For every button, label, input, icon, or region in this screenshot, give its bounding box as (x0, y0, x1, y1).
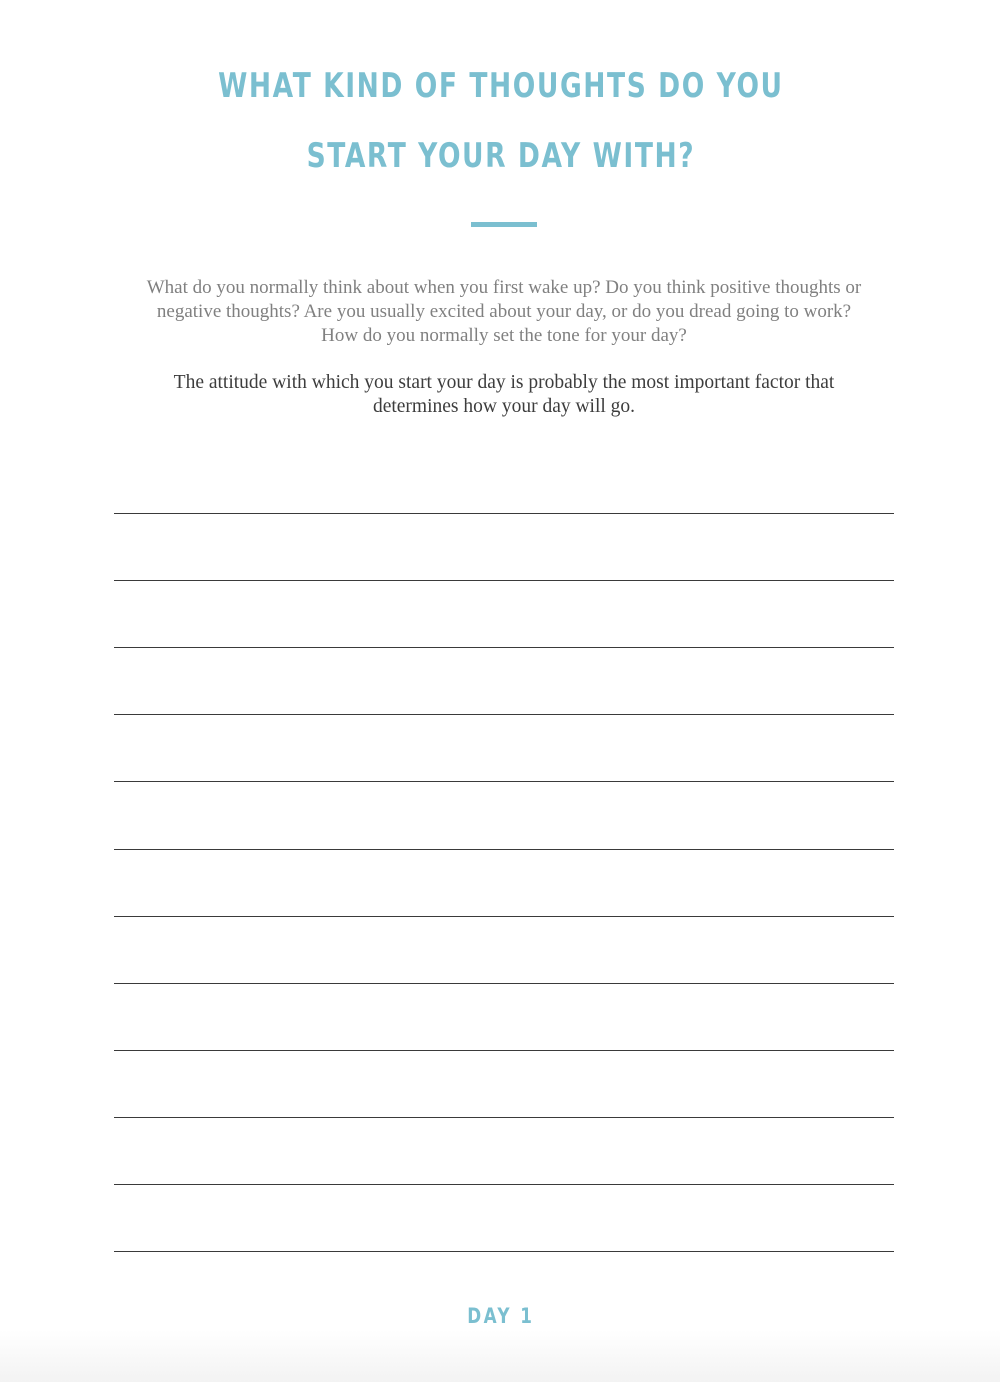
emphasis-line: determines how your day will go. (372, 396, 636, 417)
writing-line[interactable] (114, 1184, 894, 1185)
writing-line[interactable] (114, 781, 894, 782)
page-title-line-2: START YOUR DAY WITH? (306, 136, 696, 176)
writing-line[interactable] (114, 647, 894, 648)
writing-line[interactable] (114, 1050, 894, 1051)
writing-line[interactable] (114, 1117, 894, 1118)
page-title-line-1: WHAT KIND OF THOUGHTS DO YOU (218, 66, 784, 106)
writing-line[interactable] (114, 983, 894, 984)
writing-line[interactable] (114, 849, 894, 850)
writing-area[interactable] (114, 0, 894, 1382)
intro-line: How do you normally set the tone for your day? (321, 325, 687, 346)
writing-line[interactable] (114, 1251, 894, 1252)
intro-line: What do you normally think about when you first wake up? Do you think positive thoughts or (146, 277, 862, 298)
writing-line[interactable] (114, 513, 894, 514)
emphasis-line: The attitude with which you start your day is probably the most important factor that (173, 372, 835, 393)
writing-line[interactable] (114, 714, 894, 715)
day-label: DAY 1 (467, 1304, 535, 1328)
writing-line[interactable] (114, 916, 894, 917)
intro-line: negative thoughts? Are you usually excited about your day, or do you dread going to work? (156, 301, 852, 322)
writing-line[interactable] (114, 580, 894, 581)
